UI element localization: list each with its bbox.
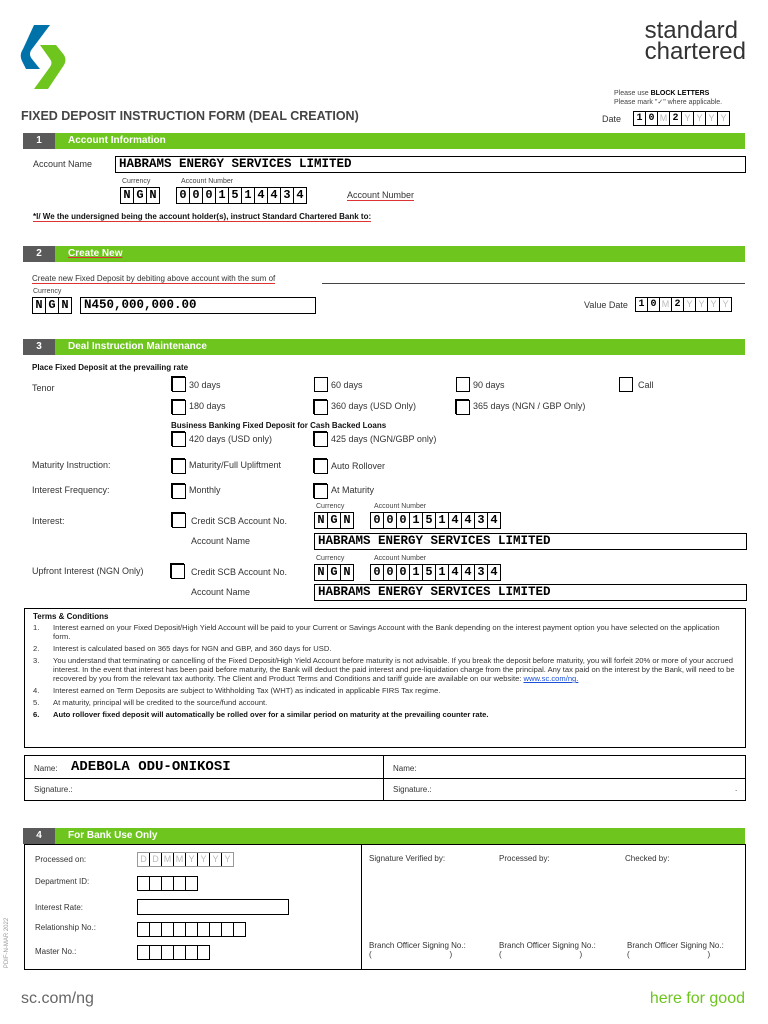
maturity-label: Maturity Instruction: [32,460,111,470]
char-box[interactable]: Y [706,112,718,125]
interest-credit-label: Credit SCB Account No. [191,516,288,526]
section-number: 1 [23,133,55,149]
interest-currency-boxes[interactable] [314,512,354,529]
tenor-420-checkbox[interactable] [172,432,186,447]
prevailing-rate-note: Place Fixed Deposit at the prevailing rate [32,363,189,372]
section-title: Create New [68,248,123,259]
currency-boxes[interactable] [120,187,160,204]
char-box[interactable]: 1 [410,565,423,580]
checked-by-label: Checked by: [625,854,670,863]
branch-officer-2-paren[interactable]: ( ) [499,950,583,959]
date-boxes[interactable] [633,111,730,126]
terms-box [24,608,746,748]
standard-chartered-logo [20,23,68,91]
char-box[interactable]: 1 [410,513,423,528]
char-box[interactable]: Y [722,299,729,309]
brand-line2: chartered [644,38,746,65]
currency-label: Currency [122,178,151,185]
tenor-420-label: 420 days (USD only) [189,434,273,444]
char-box[interactable]: 4 [268,188,281,203]
footer-url[interactable]: sc.com/ng [21,990,94,1007]
char-box[interactable]: N [315,565,328,580]
interest-frequency-label: Interest Frequency: [32,485,110,495]
tenor-label: Tenor [32,383,55,393]
terms-item-number: 4. [33,686,40,695]
char-box[interactable]: 1 [216,188,229,203]
declaration: *I/ We the undersigned being the account holder(s), instruct Standard Chartered Bank to: [33,212,372,221]
char-box[interactable]: Y [684,298,696,311]
section-1-header [23,133,745,149]
char-box[interactable] [162,923,174,936]
terms-list [33,623,737,722]
char-box[interactable] [150,946,162,959]
tenor-call-checkbox[interactable] [619,377,633,392]
char-box[interactable]: 0 [397,565,410,580]
char-box[interactable] [138,877,150,890]
section-4-header [23,828,745,844]
auto-rollover-checkbox[interactable] [314,459,328,474]
terms-item-number: 1. [33,623,40,632]
char-box[interactable]: N [343,565,351,579]
processed-on-boxes[interactable] [137,852,234,867]
signatory1-signature-label: Signature.: [34,785,73,794]
char-box[interactable]: Y [682,112,694,125]
processed-on-label: Processed on: [35,855,87,864]
char-box[interactable]: N [33,298,46,313]
signatory1-name-label: Name: [34,764,58,773]
sum-line [322,283,745,284]
master-no-label: Master No.: [35,947,77,956]
char-box[interactable]: 2 [672,298,684,311]
terms-item-number: 6. [33,710,40,719]
char-box[interactable] [198,923,210,936]
terms-title: Terms & Conditions [33,612,109,621]
char-box[interactable] [198,946,209,959]
char-box[interactable] [150,923,162,936]
char-box[interactable]: 0 [384,565,397,580]
at-maturity-label: At Maturity [331,485,375,495]
terms-item-text: Auto rollover fixed deposit will automatically be rolled over for a similar period on maturity at the prevailing counter rate. [53,710,489,719]
interest-account-name-field[interactable]: HABRAMS ENERGY SERVICES LIMITED [314,533,747,550]
brand-line1: standard [644,17,739,44]
char-box[interactable]: N [149,188,157,202]
char-box[interactable]: 3 [281,188,294,203]
char-box[interactable]: D [138,853,150,866]
branch-officer-3-label: Branch Officer Signing No.: [627,941,724,950]
terms-item [33,644,737,653]
account-number-caption: Account Number [347,190,415,200]
char-box[interactable]: N [315,513,328,528]
char-box[interactable]: Y [694,112,706,125]
char-box[interactable]: 4 [462,565,475,580]
terms-item [33,656,737,683]
upfront-credit-label: Credit SCB Account No. [191,567,288,577]
department-id-label: Department ID: [35,877,90,886]
char-box[interactable]: 4 [449,513,462,528]
interest-label: Interest: [32,516,65,526]
tenor-360-checkbox[interactable] [314,400,328,415]
signature-verified-label: Signature Verified by: [369,854,446,863]
terms-item-text: Interest earned on Term Deposits are subject to Withholding Tax (WHT) as indicated in applicable FIRS Tax regime. [53,686,441,695]
tenor-180-label: 180 days [189,401,226,411]
tenor-90-checkbox[interactable] [456,377,470,392]
terms-item-text: You understand that terminating or cancelling of the Fixed Deposit/High Yield Account before maturity is not advisable. If you break the deposit before maturity, you will forfeit 20% or more of your accrued interest. In the event that interest has been paid before maturity, the Bank will deduct the paid interest and pre-liquidation charge from the principal. Any tax paid on the interest by the Bank, will need to be recovered by you from the relevant tax authority. The Client and Product Terms and Conditions and tariff guide are available on our website: www.sc.com/ng. [53,656,735,683]
section-number: 4 [23,828,55,844]
account-name-field[interactable]: HABRAMS ENERGY SERVICES LIMITED [115,156,746,173]
char-box[interactable]: 0 [203,188,216,203]
brand-wordmark [644,17,746,65]
interest-rate-label: Interest Rate: [35,903,84,912]
terms-item-number: 2. [33,644,40,653]
char-box[interactable]: Y [708,298,720,311]
char-box[interactable]: 0 [648,298,660,311]
section-number: 2 [23,246,55,262]
bank-use-box [24,844,746,970]
monthly-checkbox[interactable] [172,484,186,499]
tenor-365-label: 365 days (NGN / GBP Only) [473,401,586,411]
upfront-account-number-boxes[interactable] [370,564,501,581]
department-id-boxes[interactable] [137,876,198,891]
branch-officer-1-paren[interactable]: ( ) [369,950,453,959]
char-box[interactable]: 0 [371,565,384,580]
section-title: Account Information [68,135,166,146]
char-box[interactable]: 4 [255,188,268,203]
mark-note: Please mark "✓" where applicable. [614,99,723,106]
char-box[interactable]: 0 [384,513,397,528]
char-box[interactable]: 4 [449,565,462,580]
char-box[interactable]: 0 [177,188,190,203]
relationship-no-label: Relationship No.: [35,923,96,932]
tenor-365-checkbox[interactable] [456,400,470,415]
upfront-credit-checkbox[interactable] [171,564,185,579]
tenor-60-label: 60 days [331,380,363,390]
value-date-label: Value Date [584,300,628,310]
char-box[interactable]: 0 [371,513,384,528]
char-box[interactable]: 4 [490,513,498,527]
char-box[interactable] [162,946,174,959]
section-3-header [23,339,745,355]
master-no-boxes[interactable] [137,945,210,960]
char-box[interactable]: Y [186,853,198,866]
branch-officer-2-label: Branch Officer Signing No.: [499,941,596,950]
business-banking-title: Business Banking Fixed Deposit for Cash Backed Loans [171,421,387,430]
currency-label: Currency [33,288,62,295]
char-box[interactable]: Y [696,298,708,311]
monthly-label: Monthly [189,485,221,495]
terms-item [33,710,737,719]
section-number: 3 [23,339,55,355]
account-number-label: Account Number [374,555,427,562]
char-box[interactable]: G [328,565,341,580]
char-box[interactable] [138,946,150,959]
terms-item-number: 5. [33,698,40,707]
char-box[interactable]: 2 [670,112,682,125]
tenor-30-label: 30 days [189,380,221,390]
tenor-360-label: 360 days (USD Only) [331,401,417,411]
char-box[interactable]: N [61,298,69,312]
auto-rollover-label: Auto Rollover [331,461,386,471]
section-title: For Bank Use Only [68,830,158,841]
interest-credit-checkbox[interactable] [172,513,186,528]
char-box[interactable]: 3 [475,513,488,528]
char-box[interactable]: 0 [397,513,410,528]
signatory-box [24,755,746,801]
branch-officer-1-label: Branch Officer Signing No.: [369,941,466,950]
char-box[interactable]: G [134,188,147,203]
currency-label: Currency [316,503,345,510]
interest-rate-field[interactable] [137,899,289,915]
char-box[interactable] [174,923,186,936]
signatory1-name-value[interactable]: ADEBOLA ODU-ONIKOSI [71,759,231,775]
char-box[interactable] [186,946,198,959]
tenor-90-label: 90 days [473,380,505,390]
amount-field[interactable]: N450,000,000.00 [80,297,316,314]
tenor-60-checkbox[interactable] [314,377,328,392]
char-box[interactable] [174,946,186,959]
char-box[interactable]: G [328,513,341,528]
currency-label: Currency [316,555,345,562]
footer-tagline: here for good [649,990,745,1007]
terms-item [33,698,737,707]
currency-boxes[interactable] [32,297,72,314]
char-box[interactable]: M [658,112,670,125]
terms-item-text: Interest earned on your Fixed Deposit/High Yield Account will be paid to your Current or Savings Account with the Bank depending on the interest payment option you have selected on the application form. [53,623,720,641]
char-box[interactable]: M [660,298,672,311]
form-title: FIXED DEPOSIT INSTRUCTION FORM (DEAL CREATION) [21,109,359,123]
char-box[interactable]: Y [720,113,727,123]
char-box[interactable]: G [46,298,59,313]
char-box[interactable]: D [150,853,162,866]
terms-item-text: At maturity, principal will be credited to the source/fund account. [53,698,268,707]
char-box[interactable] [222,923,234,936]
interest-account-name-label: Account Name [191,536,251,546]
section-2-header [23,246,745,262]
char-box[interactable]: Y [198,853,210,866]
create-new-text: Create new Fixed Deposit by debiting above account with the sum of [32,274,276,283]
char-box[interactable]: N [343,513,351,527]
char-box[interactable]: 1 [436,565,449,580]
section-title: Deal Instruction Maintenance [68,341,207,352]
tenor-30-checkbox[interactable] [172,377,186,392]
char-box[interactable] [186,923,198,936]
char-box[interactable]: Y [210,853,222,866]
at-maturity-checkbox[interactable] [314,484,328,499]
char-box[interactable] [234,923,245,936]
tenor-425-label: 425 days (NGN/GBP only) [331,434,437,444]
maturity-full-checkbox[interactable] [172,459,186,474]
signatory2-name-label: Name: [393,764,417,773]
tenor-425-checkbox[interactable] [314,432,328,447]
website-link[interactable]: www.sc.com/ng. [523,674,579,683]
char-box[interactable]: 4 [462,513,475,528]
upfront-account-name-field[interactable]: HABRAMS ENERGY SERVICES LIMITED [314,584,747,601]
char-box[interactable]: Y [224,854,231,864]
signatory2-signature-label: Signature.: [393,785,432,794]
char-box[interactable] [150,877,162,890]
form-code: PDIF-N-MAR 2022 [4,917,11,969]
char-box[interactable] [210,923,222,936]
char-box[interactable]: 5 [423,513,436,528]
relationship-no-boxes[interactable] [137,922,246,937]
create-new-line [32,274,275,283]
account-number-label: Account Number [181,178,234,185]
char-box[interactable]: 3 [475,565,488,580]
char-box[interactable] [138,923,150,936]
tenor-180-checkbox[interactable] [172,400,186,415]
upfront-account-name-label: Account Name [191,587,251,597]
terms-item-text: Interest is calculated based on 365 days for NGN and GBP, and 360 days for USD. [53,644,332,653]
char-box[interactable]: 1 [636,298,648,311]
char-box[interactable]: 5 [423,565,436,580]
char-box[interactable] [174,877,186,890]
processed-by-label: Processed by: [499,854,550,863]
char-box[interactable]: 4 [296,188,304,202]
account-number-label: Account Number [374,503,427,510]
char-box[interactable]: M [174,853,186,866]
char-box[interactable]: 1 [634,112,646,125]
interest-account-number-boxes[interactable] [370,512,501,529]
tenor-call-label: Call [638,380,654,390]
upfront-interest-label: Upfront Interest (NGN Only) [32,566,144,576]
char-box[interactable]: 0 [646,112,658,125]
value-date-boxes[interactable] [635,297,732,312]
upfront-currency-boxes[interactable] [314,564,354,581]
signature-dot: . [735,784,738,793]
date-label: Date [602,114,622,124]
account-number-boxes[interactable] [176,187,307,204]
account-name-label: Account Name [33,159,93,169]
branch-officer-3-paren[interactable]: ( ) [627,950,711,959]
char-box[interactable] [186,877,197,890]
char-box[interactable]: 0 [190,188,203,203]
terms-item-number: 3. [33,656,40,665]
char-box[interactable]: 5 [229,188,242,203]
char-box[interactable]: 1 [242,188,255,203]
char-box[interactable]: N [121,188,134,203]
char-box[interactable] [162,877,174,890]
char-box[interactable]: M [162,853,174,866]
terms-item [33,686,737,695]
maturity-full-label: Maturity/Full Upliftment [189,460,282,470]
char-box[interactable]: 1 [436,513,449,528]
char-box[interactable]: 4 [490,565,498,579]
block-letters-note: Please use BLOCK LETTERS [614,90,710,97]
terms-item [33,623,737,641]
